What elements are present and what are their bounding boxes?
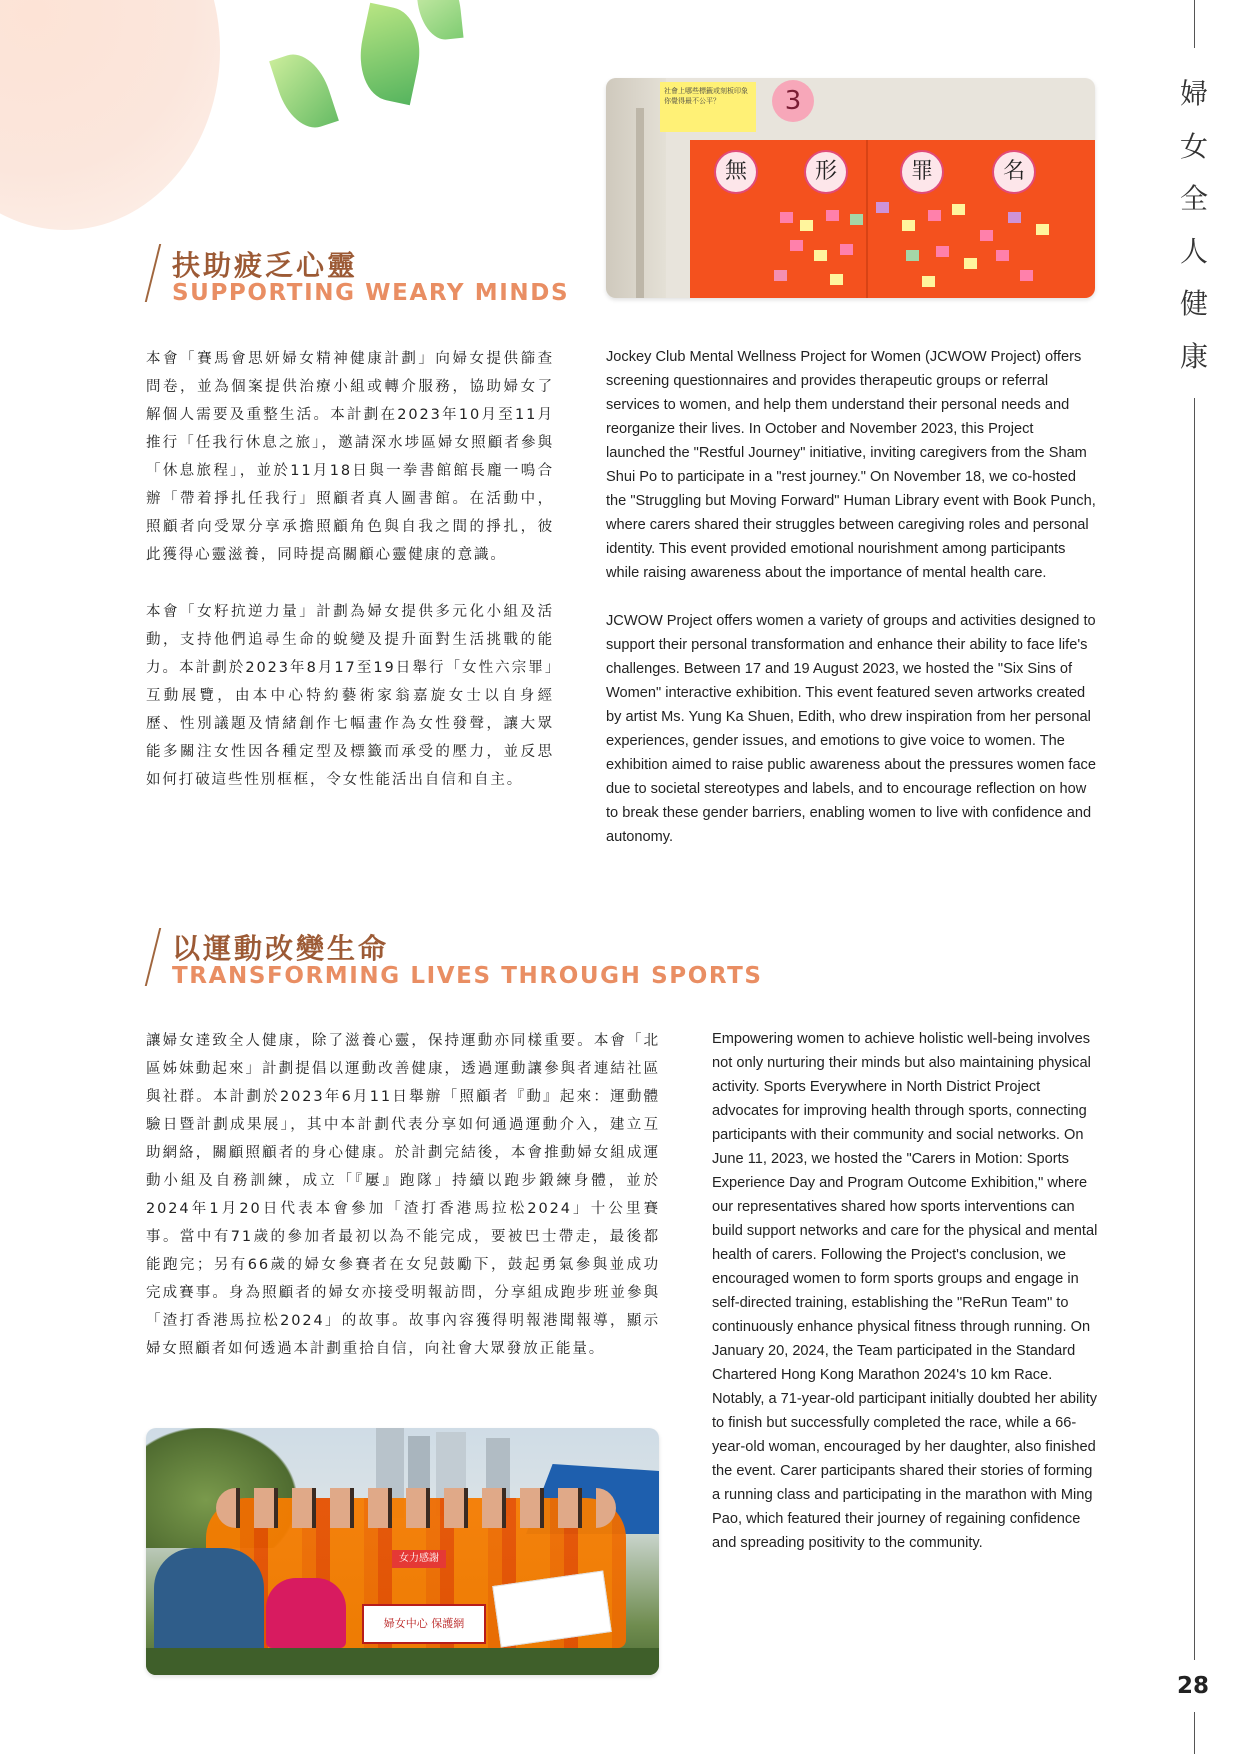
section-title-zh: 扶助疲乏心靈 [172, 249, 359, 282]
side-divider-line [1194, 1712, 1195, 1754]
character-circle: 名 [992, 150, 1036, 194]
side-divider-line [1194, 398, 1195, 1660]
sticky-question-note: 社會上哪些標籤或刻板印象你覺得最不公平？ [660, 82, 756, 132]
side-title-char: 婦 [1179, 77, 1208, 110]
character-circle: 形 [804, 150, 848, 194]
photo-banner: 婦女中心 保護網 [362, 1604, 486, 1644]
decorative-leaf [351, 3, 429, 105]
paragraph-en: Jockey Club Mental Wellness Project for Women (JCWOW Project) offers screening questionnaires and provides therapeutic groups or referral services to women, and help them understand their personal needs and reorganize their lives. In October and November 2023, this Project launched the "Restful Journey" initiative, inviting caregivers from the Sham Shui Po to participate in a "rest journey." On November 18, we co-hosted the "Struggling but Moving Forward" Human Library event with Book Punch, where carers shared their struggles between caregiving roles and personal identity. This event provided emotional nourishment among participants while raising awareness about the importance of mental health care. [606, 349, 1096, 581]
sticky-note [936, 246, 949, 257]
page-number: 28 [1176, 1673, 1209, 1699]
sticky-note [790, 240, 803, 251]
number-badge: 3 [772, 80, 814, 122]
exhibition-photo [606, 78, 1095, 298]
side-title-char: 健 [1179, 287, 1208, 320]
decorative-leaf [269, 46, 339, 135]
sticky-note [906, 250, 919, 261]
photo-runner-front [154, 1548, 264, 1658]
character-circle: 無 [714, 150, 758, 194]
side-divider-line [1194, 0, 1195, 48]
sticky-note [830, 274, 843, 285]
sticky-note [1008, 212, 1021, 223]
side-title-char: 人 [1179, 234, 1208, 268]
section-title-en: SUPPORTING WEARY MINDS [172, 280, 570, 306]
section1-zh-column [146, 345, 554, 794]
sticky-note [952, 204, 965, 215]
photo-runners-faces [216, 1488, 616, 1528]
board-seam [866, 140, 868, 298]
heading-slash [145, 244, 161, 302]
paragraph-zh: 本會「賽馬會思妍婦女精神健康計劃」向婦女提供篩查問卷，並為個案提供治療小組或轉介服務，協助婦女了解個人需要及重整生活。本計劃在2023年10月至11月推行「任我行休息之旅」，邀請深水埗區婦女照顧者參與「休息旅程」，並於11月18日與一拳書館館長龐一鳴合辦「帶着掙扎任我行」照顧者真人圖書館。在活動中，照顧者向受眾分享承擔照顧角色與自我之間的掙扎，彼此獲得心靈滋養，同時提高關顧心靈健康的意識。 [146, 351, 554, 563]
sticky-note [1020, 270, 1033, 281]
decorative-leaf [414, 0, 463, 42]
heading-slash [145, 928, 161, 986]
marathon-group-photo [146, 1428, 659, 1675]
sticky-note [964, 258, 977, 269]
section-title-en: TRANSFORMING LIVES THROUGH SPORTS [172, 963, 763, 989]
sticky-note [826, 210, 839, 221]
side-title-char: 女 [1179, 129, 1208, 163]
photo-sign: 女力感謝 [392, 1550, 446, 1568]
side-title [1176, 68, 1212, 383]
sticky-note [850, 214, 863, 225]
paragraph-zh: 讓婦女達致全人健康，除了滋養心靈，保持運動亦同樣重要。本會「北區姊妹動起來」計劃提倡以運動改善健康，透過運動讓參與者連結社區與社群。本計劃於2023年6月11日舉辦「照顧者『動』起來：運動體驗日暨計劃成果展」，其中本計劃代表分享如何通過運動介入，建立互助網絡，關顧照顧者的身心健康。於計劃完結後，本會推動婦女組成運動小組及自務訓練，成立「『屢』跑隊」持續以跑步鍛練身體，並於2024年1月20日代表本會參加「渣打香港馬拉松2024」十公里賽事。當中有71歲的參加者最初以為不能完成，要被巴士帶走，最後都能跑完；另有66歲的婦女參賽者在女兒鼓勵下，鼓起勇氣參與並成功完成賽事。身為照顧者的婦女亦接受明報訪問，分享組成跑步班並參與「渣打香港馬拉松2024」的故事。故事內容獲得明報港聞報導，顯示婦女照顧者如何透過本計劃重拾自信，向社會大眾發放正能量。 [146, 1033, 660, 1357]
section1-en-column [606, 345, 1096, 849]
sticky-note [774, 270, 787, 281]
photo-runner-pink [266, 1578, 346, 1648]
sticky-note [902, 220, 915, 231]
section2-zh-column [146, 1027, 660, 1363]
sticky-note [980, 230, 993, 241]
photo-door-frame [636, 108, 644, 298]
sticky-note [922, 276, 935, 287]
paragraph-zh: 本會「女籽抗逆力量」計劃為婦女提供多元化小組及活動，支持他們追尋生命的蛻變及提升面對生活挑戰的能力。本計劃於2023年8月17至19日舉行「女性六宗罪」互動展覽，由本中心特約藝術家翁嘉旋女士以自身經歷、性別議題及情緒創作七幅畫作為女性發聲，讓大眾能多關注女性因各種定型及標籤而承受的壓力，並反思如何打破這些性別框框，令女性能活出自信和自主。 [146, 604, 554, 788]
sticky-note [800, 220, 813, 231]
sticky-note [996, 250, 1009, 261]
sticky-note [780, 212, 793, 223]
sticky-note [814, 250, 827, 261]
section-title-zh: 以運動改變生命 [172, 932, 390, 965]
sticky-note [876, 202, 889, 213]
decorative-peach-circle [0, 0, 220, 230]
photo-grass [146, 1648, 659, 1675]
orange-board [690, 140, 1095, 298]
paragraph-en: Empowering women to achieve holistic well-being involves not only nurturing their minds but also maintaining physical activity. Sports Everywhere in North District Project advocates for improving health through sports, connecting participants with their community and social networks. On June 11, 2023, we hosted the "Carers in Motion: Sports Experience Day and Program Outcome Exhibition," where our representatives shared how sports interventions can build support networks and care for the physical and mental health of carers. Following the Project's conclusion, we encouraged women to form sports groups and engage in self-directed training, establishing the "ReRun Team" to continuously enhance physical fitness through running. On January 20, 2024, the Team participated in the Standard Chartered Hong Kong Marathon 2024's 10 km Race. Notably, a 71-year-old participant initially doubted her ability to finish but successfully completed the race, while a 66-year-old woman, encouraged by her daughter, also finished the event. Carer participants shared their stories of forming a running class and participating in the marathon with Ming Pao, which featured their journey of regaining confidence and spreading positivity to the community. [712, 1031, 1098, 1551]
character-circle: 罪 [900, 150, 944, 194]
section2-en-column [712, 1027, 1100, 1555]
sticky-note [928, 210, 941, 221]
sticky-note [1036, 224, 1049, 235]
sticky-note [840, 244, 853, 255]
paragraph-en: JCWOW Project offers women a variety of groups and activities designed to support their personal transformation and enhance their ability to face life's challenges. Between 17 and 19 August 2023, we hosted the "Six Sins of Women" interactive exhibition. This event featured seven artworks created by artist Ms. Yung Ka Shuen, Edith, who drew inspiration from her personal experiences, gender issues, and emotions to give voice to women. The exhibition aimed to raise public awareness about the pressures women face due to societal stereotypes and labels, and to encourage reflection on how to break these gender barriers, enabling women to live with confidence and autonomy. [606, 613, 1096, 845]
side-title-char: 康 [1179, 339, 1208, 373]
side-title-char: 全 [1179, 182, 1208, 215]
